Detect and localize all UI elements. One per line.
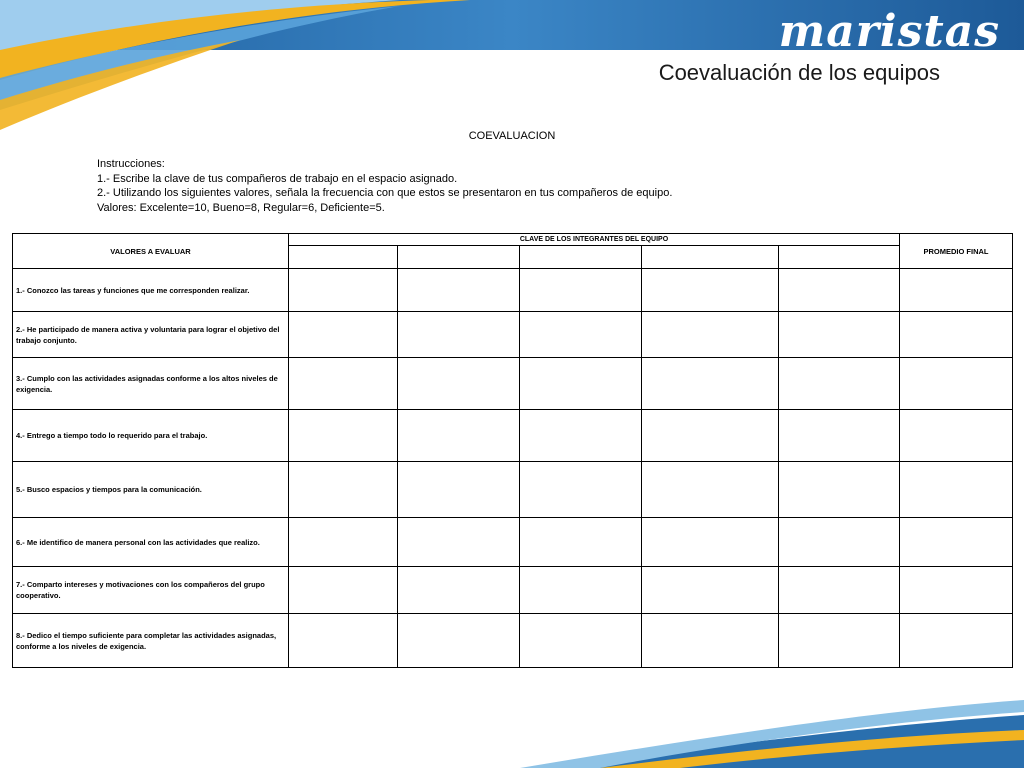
header-final-average: PROMEDIO FINAL <box>900 234 1013 269</box>
score-cell[interactable] <box>779 410 900 462</box>
average-cell[interactable] <box>900 269 1013 312</box>
instructions-block <box>97 157 672 215</box>
average-cell[interactable] <box>900 462 1013 518</box>
criterion-label: 4.- Entrego a tiempo todo lo requerido para el trabajo. <box>13 410 289 462</box>
table-row <box>13 312 1013 358</box>
instruction-step-2: 2.- Utilizando los siguientes valores, señala la frecuencia con que estos se presentaron en tus compañeros de equipo. <box>97 187 673 199</box>
average-cell[interactable] <box>900 410 1013 462</box>
score-cell[interactable] <box>520 358 642 410</box>
member-key-input[interactable] <box>520 246 642 269</box>
criterion-label: 7.- Comparto intereses y motivaciones con los compañeros del grupo cooperativo. <box>13 567 289 614</box>
table-row <box>13 269 1013 312</box>
score-cell[interactable] <box>398 462 520 518</box>
member-key-input[interactable] <box>642 246 779 269</box>
score-cell[interactable] <box>779 567 900 614</box>
score-cell[interactable] <box>398 312 520 358</box>
footer-banner <box>0 690 1024 768</box>
score-cell[interactable] <box>520 614 642 668</box>
score-cell[interactable] <box>779 614 900 668</box>
criterion-label: 8.- Dedico el tiempo suficiente para completar las actividades asignadas, conforme a los niveles de exigencia. <box>13 614 289 668</box>
criterion-label: 3.- Cumplo con las actividades asignadas conforme a los altos niveles de exigencia. <box>13 358 289 410</box>
table-row <box>13 518 1013 567</box>
score-cell[interactable] <box>398 358 520 410</box>
score-cell[interactable] <box>642 567 779 614</box>
average-cell[interactable] <box>900 358 1013 410</box>
score-cell[interactable] <box>289 567 398 614</box>
score-cell[interactable] <box>289 358 398 410</box>
table-row <box>13 358 1013 410</box>
score-cell[interactable] <box>779 269 900 312</box>
criterion-label: 1.- Conozco las tareas y funciones que me corresponden realizar. <box>13 269 289 312</box>
document-heading: COEVALUACION <box>468 130 556 142</box>
score-cell[interactable] <box>520 567 642 614</box>
criterion-label: 5.- Busco espacios y tiempos para la comunicación. <box>13 462 289 518</box>
score-cell[interactable] <box>642 462 779 518</box>
member-key-input[interactable] <box>779 246 900 269</box>
average-cell[interactable] <box>900 567 1013 614</box>
score-cell[interactable] <box>642 358 779 410</box>
table-row <box>13 567 1013 614</box>
instructions-label: Instrucciones: <box>97 158 165 170</box>
score-cell[interactable] <box>642 269 779 312</box>
score-cell[interactable] <box>289 410 398 462</box>
brand-logo: maristas <box>778 6 1000 57</box>
score-cell[interactable] <box>642 518 779 567</box>
average-cell[interactable] <box>900 614 1013 668</box>
score-cell[interactable] <box>642 614 779 668</box>
score-cell[interactable] <box>520 269 642 312</box>
score-cell[interactable] <box>642 410 779 462</box>
table-row <box>13 462 1013 518</box>
score-cell[interactable] <box>520 312 642 358</box>
criterion-label: 6.- Me identifico de manera personal con las actividades que realizo. <box>13 518 289 567</box>
table-row <box>13 410 1013 462</box>
header-team-members: CLAVE DE LOS INTEGRANTES DEL EQUIPO <box>289 234 900 246</box>
score-cell[interactable] <box>289 312 398 358</box>
average-cell[interactable] <box>900 518 1013 567</box>
score-cell[interactable] <box>520 410 642 462</box>
instruction-values: Valores: Excelente=10, Bueno=8, Regular=6, Deficiente=5. <box>97 201 385 214</box>
score-cell[interactable] <box>289 518 398 567</box>
score-cell[interactable] <box>779 462 900 518</box>
score-cell[interactable] <box>398 410 520 462</box>
header-values-to-evaluate: VALORES A EVALUAR <box>13 234 289 269</box>
score-cell[interactable] <box>289 269 398 312</box>
score-cell[interactable] <box>779 358 900 410</box>
average-cell[interactable] <box>900 312 1013 358</box>
criterion-label: 2.- He participado de manera activa y voluntaria para lograr el objetivo del trabajo conjunto. <box>13 312 289 358</box>
score-cell[interactable] <box>520 518 642 567</box>
table-row <box>13 614 1013 668</box>
score-cell[interactable] <box>398 518 520 567</box>
page-title: Coevaluación de los equipos <box>658 60 940 85</box>
score-cell[interactable] <box>779 312 900 358</box>
score-cell[interactable] <box>520 462 642 518</box>
score-cell[interactable] <box>398 269 520 312</box>
member-key-input[interactable] <box>398 246 520 269</box>
member-key-input[interactable] <box>289 246 398 269</box>
score-cell[interactable] <box>398 614 520 668</box>
score-cell[interactable] <box>398 567 520 614</box>
score-cell[interactable] <box>642 312 779 358</box>
evaluation-table <box>12 233 1013 668</box>
score-cell[interactable] <box>289 614 398 668</box>
score-cell[interactable] <box>779 518 900 567</box>
instruction-step-1: 1.- Escribe la clave de tus compañeros de trabajo en el espacio asignado. <box>97 172 458 185</box>
score-cell[interactable] <box>289 462 398 518</box>
